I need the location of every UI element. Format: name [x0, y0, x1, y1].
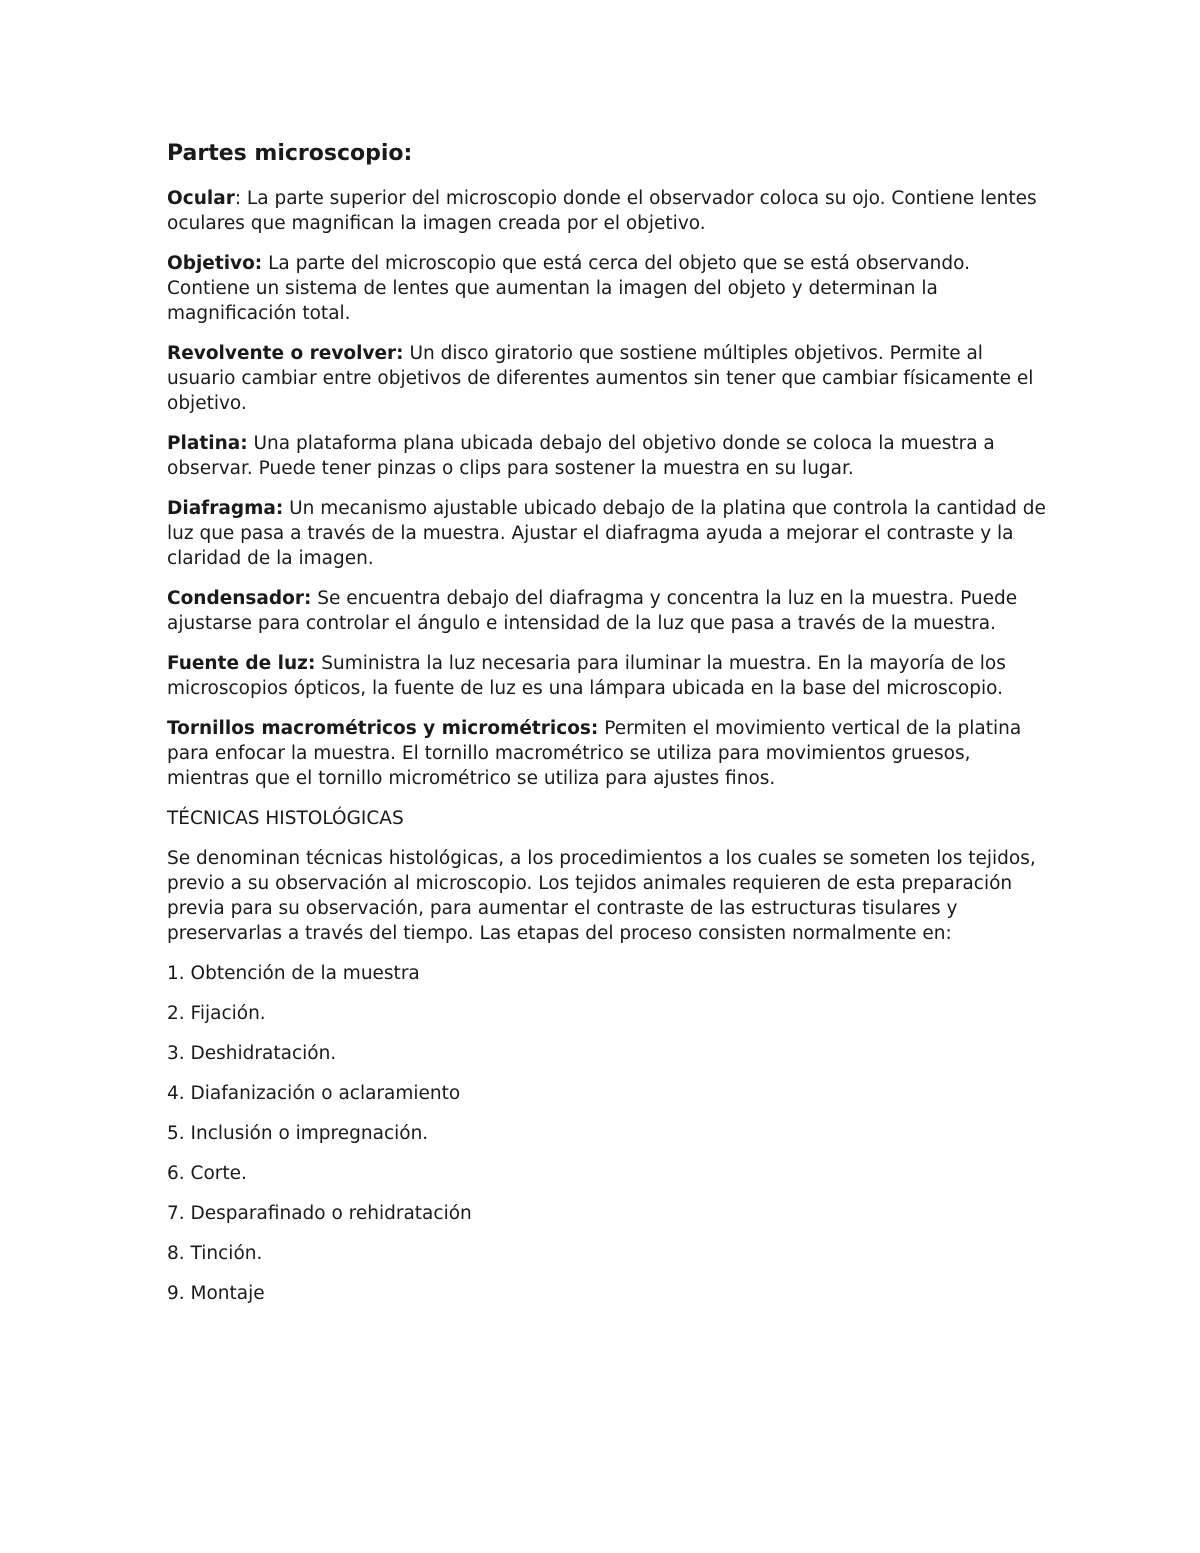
list-item: 3. Deshidratación.: [167, 1043, 337, 1064]
list-item: 1. Obtención de la muestra: [167, 963, 420, 984]
part-term: Fuente de luz:: [167, 653, 316, 674]
part-revolvente: [167, 341, 1047, 416]
part-fuente-de-luz: [167, 651, 1047, 701]
part-description: Un mecanismo ajustable ubicado debajo de la platina que controla la cantidad de luz que pasa a través de la muestra. Ajustar el diafragma ayuda a mejorar el contraste y la claridad de la imagen.: [167, 498, 1046, 569]
part-tornillos: [167, 716, 1047, 791]
list-item: 2. Fijación.: [167, 1003, 266, 1024]
part-description: La parte del microscopio que está cerca del objeto que se está observando. Contiene un sistema de lentes que aumentan la imagen del objeto y determinan la magnificación total.: [167, 253, 971, 324]
part-description: Suministra la luz necesaria para iluminar la muestra. En la mayoría de los microscopios ópticos, la fuente de luz es una lámpara ubicada en la base del microscopio.: [167, 653, 1006, 699]
part-description: La parte superior del microscopio donde el observador coloca su ojo. Contiene lentes oculares que magnifican la imagen creada por el objetivo.: [167, 188, 1037, 234]
part-term: Diafragma:: [167, 498, 284, 519]
part-term: Tornillos macrométricos y micrométricos:: [167, 718, 599, 739]
list-item: 8. Tinción.: [167, 1243, 263, 1264]
document-title: Partes microscopio:: [167, 141, 413, 166]
list-item: 9. Montaje: [167, 1283, 265, 1304]
part-description: Se encuentra debajo del diafragma y concentra la luz en la muestra. Puede ajustarse para controlar el ángulo e intensidad de la luz que pasa a través de la muestra.: [167, 588, 1018, 634]
part-term: Condensador:: [167, 588, 312, 609]
part-description: Permiten el movimiento vertical de la platina para enfocar la muestra. El tornillo macrométrico se utiliza para movimientos gruesos, mientras que el tornillo micrométrico se utiliza para ajustes finos.: [167, 718, 1022, 789]
part-term: Objetivo:: [167, 253, 263, 274]
part-diafragma: [167, 496, 1047, 571]
list-item: 6. Corte.: [167, 1163, 247, 1184]
section-intro: Se denominan técnicas histológicas, a los procedimientos a los cuales se someten los tejidos, previo a su observación al microscopio. Los tejidos animales requieren de esta preparación previa para su observación, para aumentar el contraste de las estructuras tisulares y preservarlas a través del tiempo. Las etapas del proceso consisten normalmente en:: [167, 848, 1036, 944]
part-condensador: [167, 586, 1047, 636]
part-term: Ocular: [167, 188, 235, 209]
part-description: Un disco giratorio que sostiene múltiples objetivos. Permite al usuario cambiar entre objetivos de diferentes aumentos sin tener que cambiar físicamente el objetivo.: [167, 343, 1034, 414]
document-page: [167, 140, 1047, 1321]
steps-list: [167, 961, 1047, 1306]
part-platina: [167, 431, 1047, 481]
part-term: Platina:: [167, 433, 248, 454]
list-item: 4. Diafanización o aclaramiento: [167, 1083, 461, 1104]
list-item: 5. Inclusión o impregnación.: [167, 1123, 429, 1144]
list-item: 7. Desparafinado o rehidratación: [167, 1203, 472, 1224]
part-term: Revolvente o revolver:: [167, 343, 404, 364]
part-description: Una plataforma plana ubicada debajo del objetivo donde se coloca la muestra a observar. Puede tener pinzas o clips para sostener la muestra en su lugar.: [167, 433, 995, 479]
part-term-sep: :: [234, 188, 242, 209]
section-heading: TÉCNICAS HISTOLÓGICAS: [167, 808, 404, 829]
part-objetivo: [167, 251, 1047, 326]
part-ocular: [167, 186, 1047, 236]
